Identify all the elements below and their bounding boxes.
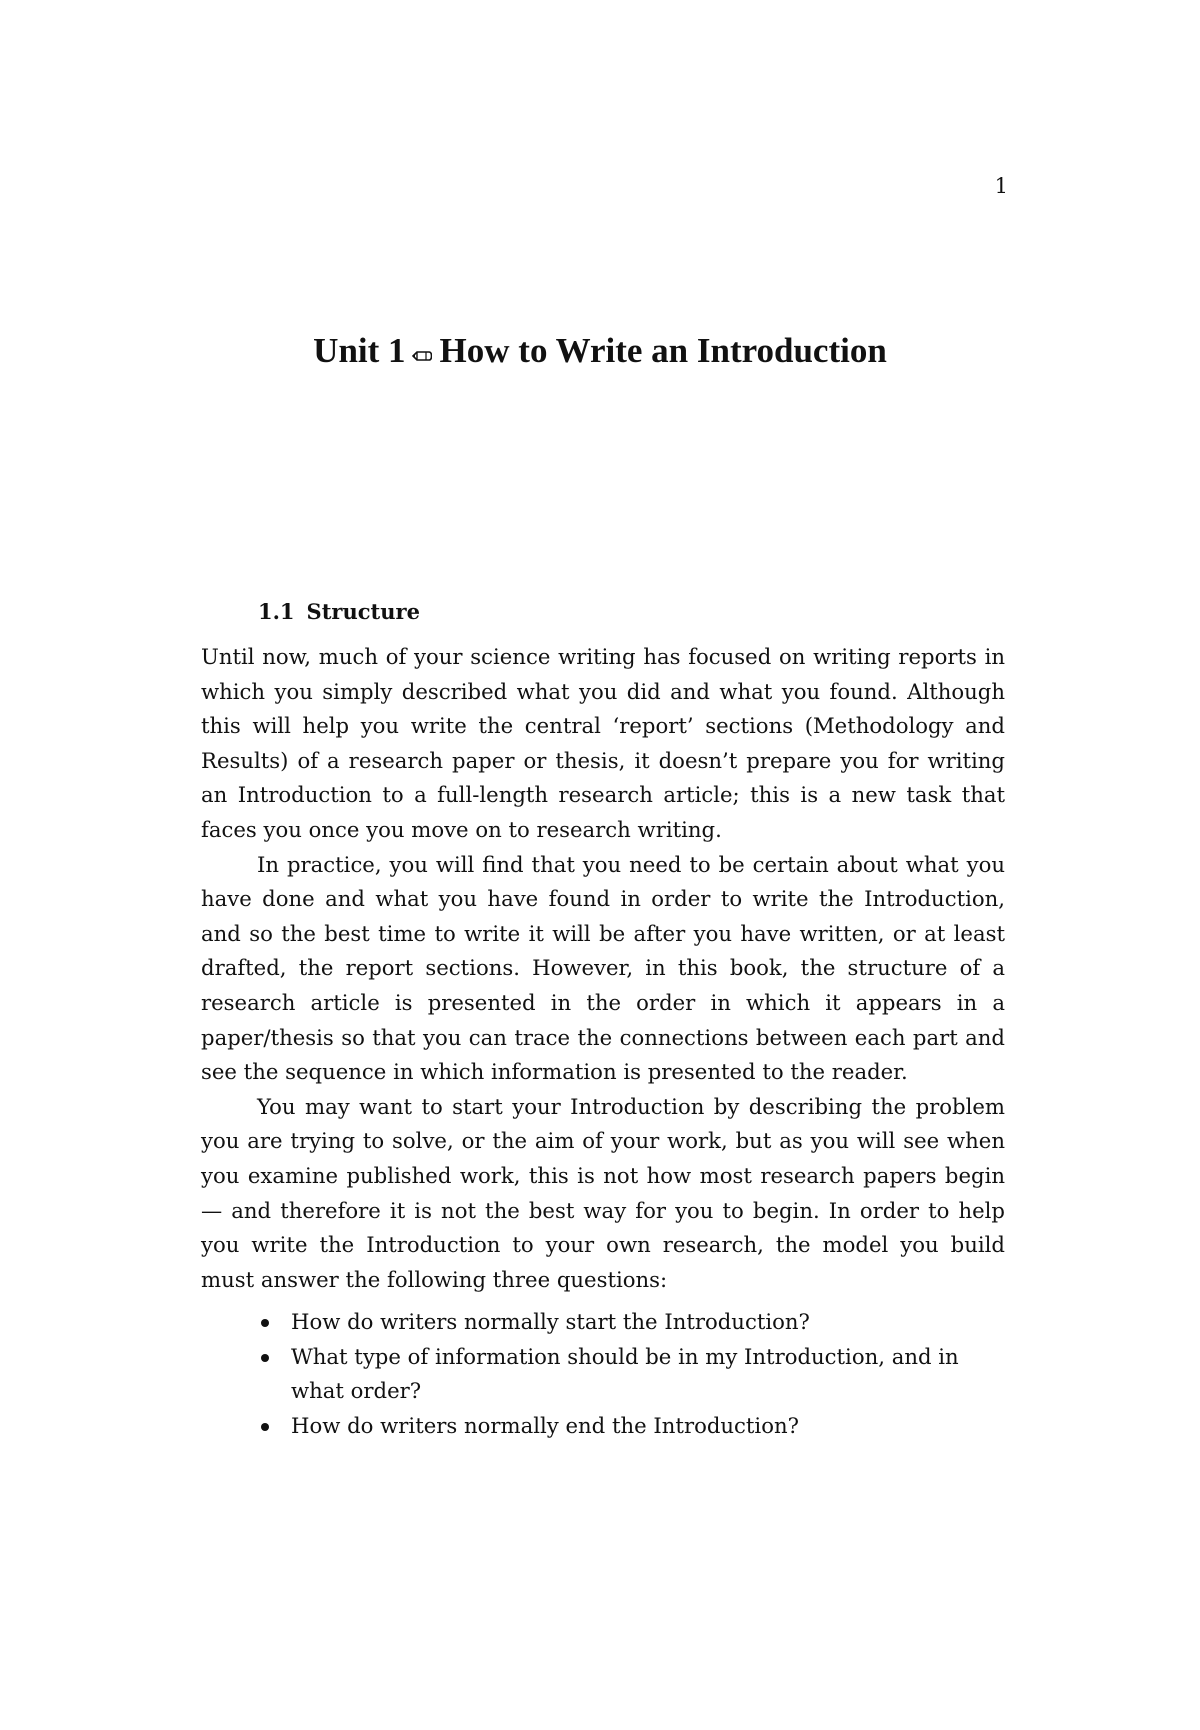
list-item-text: What type of information should be in my Introduction, and in what order? — [291, 1343, 959, 1404]
bullet-icon — [261, 1354, 269, 1362]
paragraph: You may want to start your Introduction by describing the problem you are trying to solve, or the aim of your work, but as you will see when you examine published work, this is not how most research papers begin — and therefore it is not the best way for you to begin. In order to help you write the Introduction to your own research, the model you build must answer the following three questions: — [201, 1093, 1005, 1292]
bullet-icon — [261, 1423, 269, 1431]
list-item-text: How do writers normally end the Introduction? — [291, 1413, 799, 1439]
section-body — [201, 640, 1005, 1444]
section-title: Structure — [306, 599, 420, 624]
pencil-icon — [412, 330, 432, 372]
paragraph: In practice, you will find that you need to be certain about what you have done and what you have found in order to write the Introduction, and so the best time to write it will be after you have written, or at least drafted, the report sections. However, in this book, the structure of a research article is presented in the order in which it appears in a paper/thesis so that you can trace the connections between each part and see the sequence in which information is presented to the reader. — [201, 851, 1005, 1085]
unit-title — [0, 330, 1200, 375]
list-item-text: How do writers normally start the Introduction? — [291, 1309, 810, 1335]
bullet-icon — [261, 1319, 269, 1327]
paragraph: Until now, much of your science writing has focused on writing reports in which you simply described what you did and what you found. Although this will help you write the central ‘report’ sections (Methodology and Results) of a research paper or thesis, it doesn’t prepare you for writing an Introduction to a full-length research article; this is a new task that faces you once you move on to research writing. — [201, 644, 1005, 842]
list-item — [291, 1305, 1005, 1340]
unit-title-text: How to Write an Introduction — [439, 331, 887, 370]
page-number: 1 — [994, 174, 1008, 198]
list-item — [291, 1409, 1005, 1444]
question-list — [201, 1305, 1005, 1443]
section-number: 1.1 — [258, 599, 295, 624]
list-item — [291, 1340, 1005, 1409]
unit-label: Unit 1 — [313, 331, 406, 370]
section-heading — [258, 597, 420, 627]
